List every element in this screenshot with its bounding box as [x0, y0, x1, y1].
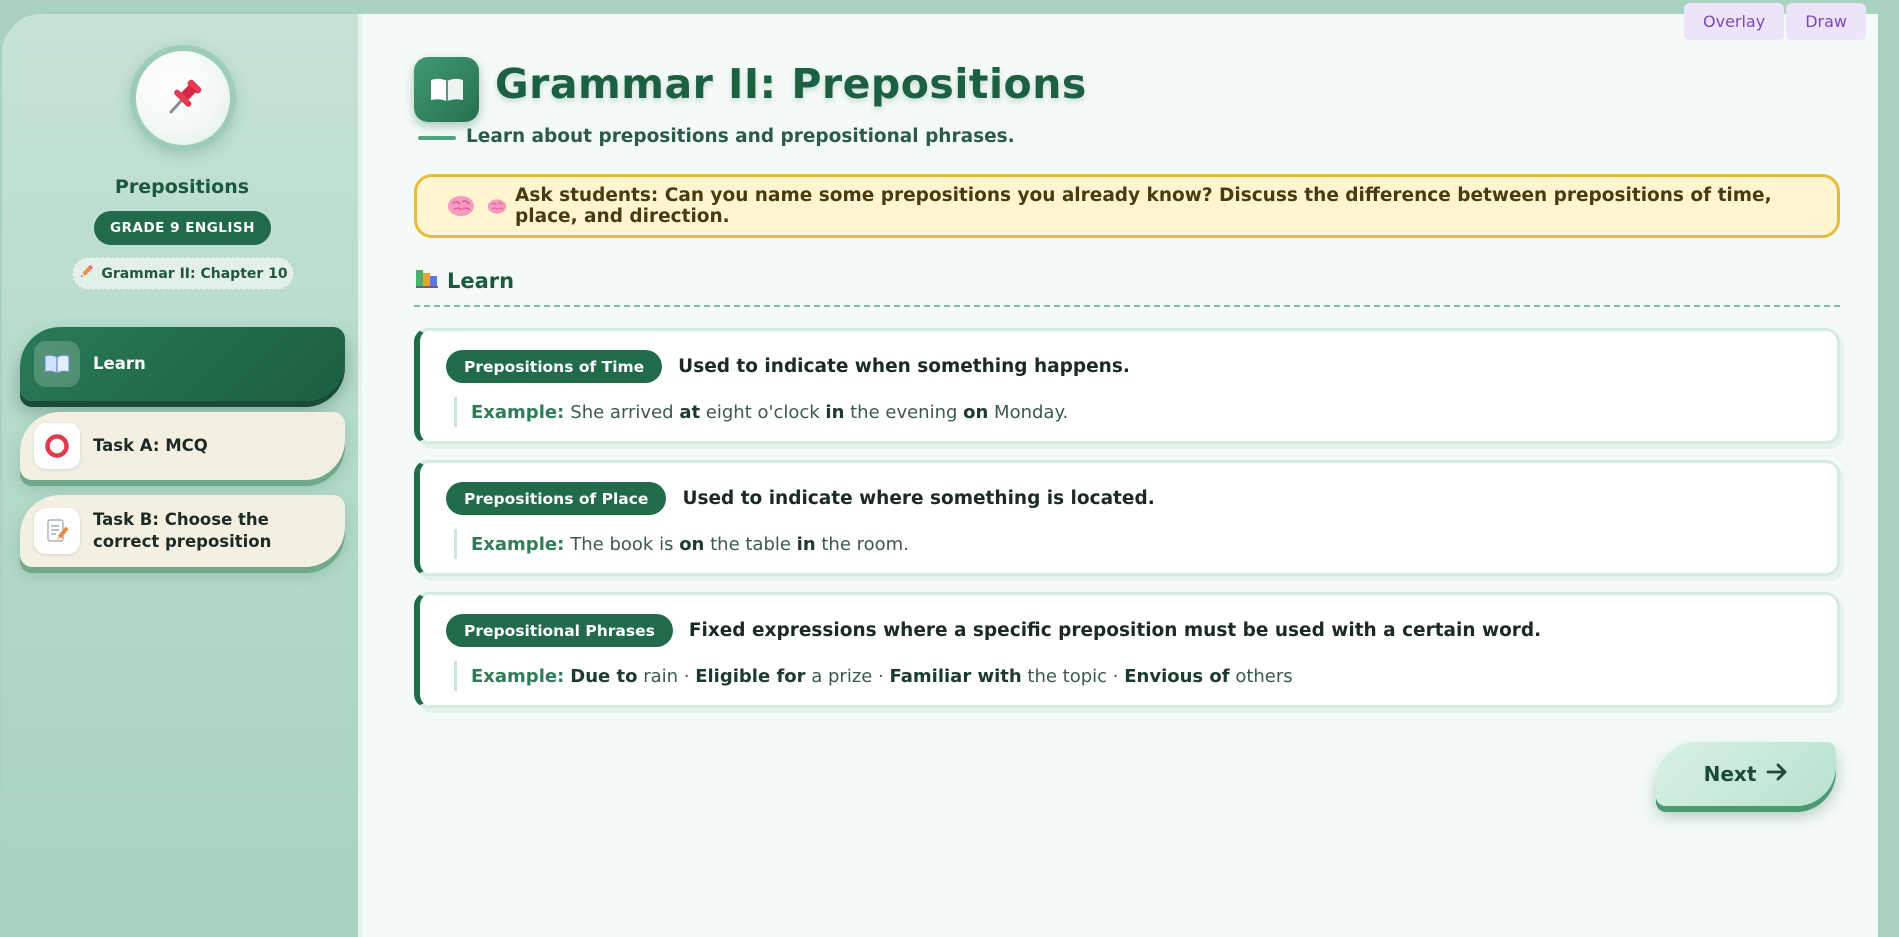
- example-text: [570, 402, 1068, 423]
- avatar-ring: [130, 45, 236, 151]
- books-icon: [415, 267, 439, 294]
- example-fragment: the table: [704, 533, 797, 555]
- next-button[interactable]: [1656, 742, 1836, 806]
- next-label: Next: [1703, 762, 1757, 786]
- example-text: [570, 534, 909, 555]
- example-keyword: in: [796, 533, 816, 555]
- example-fragment: a prize ·: [805, 665, 890, 687]
- draw-button[interactable]: Draw: [1786, 3, 1866, 40]
- example-fragment: others: [1229, 665, 1293, 687]
- main-content: [362, 14, 1878, 937]
- example-label: Example:: [471, 533, 565, 555]
- arrow-right-icon: [1766, 762, 1788, 786]
- app-window: [2, 14, 1878, 937]
- sidebar-item-learn[interactable]: [20, 327, 345, 401]
- pushpin-icon: [136, 51, 230, 145]
- concept-tag: Prepositional Phrases: [446, 614, 673, 647]
- example-label: Example:: [471, 401, 565, 423]
- concept-example: [454, 397, 1068, 427]
- brain-icon: [447, 194, 475, 218]
- open-book-icon: [34, 341, 80, 387]
- prompt-text: Ask students: Can you name some prepositions you already know? Discuss the difference between prepositions of time, place, and direction.: [515, 185, 1772, 227]
- sidebar-item-label: Task A: MCQ: [93, 436, 208, 455]
- example-keyword: Familiar with: [889, 665, 1022, 687]
- sidebar: [2, 14, 362, 937]
- section-heading: [415, 267, 514, 294]
- page-subtitle: Learn about prepositions and prepositional phrases.: [466, 126, 1015, 147]
- concept-example: [454, 529, 909, 559]
- memo-icon: [34, 508, 80, 554]
- discussion-prompt: [414, 174, 1840, 238]
- concept-card: [414, 328, 1840, 444]
- page-title: Grammar II: Prepositions: [495, 60, 1087, 108]
- overlay-button[interactable]: Overlay: [1684, 3, 1784, 40]
- concept-card: [414, 460, 1840, 576]
- example-keyword: at: [679, 401, 701, 423]
- grade-badge: GRADE 9 ENGLISH: [94, 211, 271, 245]
- example-keyword: Envious of: [1124, 665, 1230, 687]
- concept-description: Used to indicate where something is located.: [682, 488, 1155, 509]
- example-keyword: on: [679, 533, 705, 555]
- topic-title: Prepositions: [114, 176, 250, 198]
- concept-tag: Prepositions of Time: [446, 350, 662, 383]
- brain-icon: [487, 198, 507, 215]
- sidebar-item-label: Task B: Choose the correct preposition: [93, 510, 272, 551]
- example-text: [570, 666, 1292, 687]
- ring-icon: [34, 423, 80, 469]
- concept-tag: Prepositions of Place: [446, 482, 666, 515]
- sidebar-item-task-b[interactable]: [20, 495, 345, 567]
- subtitle-accent: [418, 136, 456, 140]
- example-fragment: She arrived: [570, 401, 680, 423]
- example-keyword: Eligible for: [695, 665, 806, 687]
- example-fragment: Monday.: [988, 401, 1069, 423]
- section-divider: [414, 305, 1840, 307]
- concept-description: Used to indicate when something happens.: [678, 356, 1130, 377]
- chapter-chip: [72, 257, 294, 290]
- section-title: Learn: [447, 268, 515, 293]
- pencil-icon: [78, 264, 94, 284]
- example-fragment: the evening: [844, 401, 964, 423]
- sidebar-item-label: Learn: [93, 354, 146, 373]
- example-label: Example:: [471, 665, 565, 687]
- concept-example: [454, 661, 1293, 691]
- open-book-icon: [414, 57, 479, 122]
- top-tools: [1684, 3, 1866, 40]
- sidebar-item-task-a[interactable]: [20, 412, 345, 480]
- chapter-label: Grammar II: Chapter 10: [101, 265, 288, 282]
- example-keyword: Due to: [570, 665, 638, 687]
- concept-card: [414, 592, 1840, 708]
- concept-description: Fixed expressions where a specific preposition must be used with a certain word.: [688, 620, 1542, 641]
- example-fragment: rain ·: [637, 665, 696, 687]
- example-keyword: in: [825, 401, 845, 423]
- example-fragment: the topic ·: [1021, 665, 1125, 687]
- example-keyword: on: [963, 401, 989, 423]
- example-fragment: eight o'clock: [700, 401, 826, 423]
- example-fragment: The book is: [570, 533, 680, 555]
- window-edge: [1878, 0, 1899, 937]
- example-fragment: the room.: [815, 533, 909, 555]
